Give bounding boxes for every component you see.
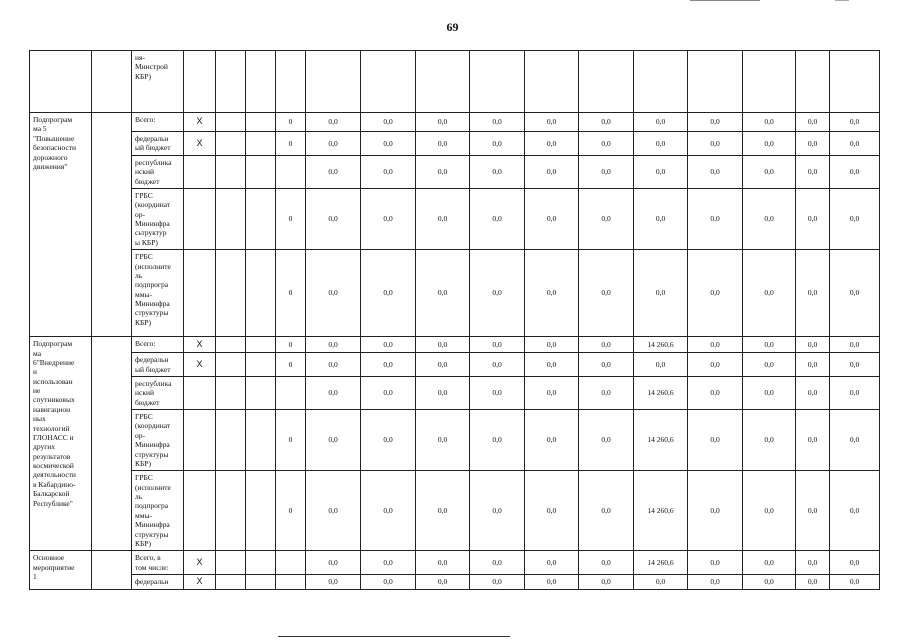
amount-cell: 0,0 xyxy=(830,250,880,337)
amount-cell: 0,0 xyxy=(579,471,634,551)
amount-cell xyxy=(361,51,416,113)
amount-cell: 0,0 xyxy=(525,250,579,337)
code-cell xyxy=(246,471,276,551)
table-row xyxy=(30,551,880,575)
amount-cell: 0,0 xyxy=(796,471,830,551)
code-cell xyxy=(276,155,306,188)
amount-cell: 0,0 xyxy=(306,376,361,409)
amount-cell: 0,0 xyxy=(470,471,525,551)
table-row xyxy=(30,337,880,353)
code-cell xyxy=(216,51,246,113)
amount-cell: 0,0 xyxy=(361,353,416,377)
amount-cell: 0,0 xyxy=(688,353,743,377)
amount-cell: 0,0 xyxy=(525,551,579,575)
amount-cell: 0,0 xyxy=(579,337,634,353)
amount-cell: 0,0 xyxy=(306,250,361,337)
amount-cell: 0,0 xyxy=(470,376,525,409)
amount-cell: 0,0 xyxy=(416,155,470,188)
code-cell xyxy=(216,575,246,590)
amount-cell: 0,0 xyxy=(470,551,525,575)
amount-cell xyxy=(416,51,470,113)
amount-cell: 0,0 xyxy=(306,132,361,156)
amount-cell: 0,0 xyxy=(796,132,830,156)
code-cell xyxy=(246,113,276,132)
amount-cell: 0,0 xyxy=(470,250,525,337)
x-mark-cell xyxy=(184,376,216,409)
amount-cell: 0,0 xyxy=(830,376,880,409)
amount-cell: 0,0 xyxy=(579,575,634,590)
amount-cell: 0,0 xyxy=(525,575,579,590)
code-cell xyxy=(246,337,276,353)
code-cell xyxy=(216,132,246,156)
amount-cell: 0,0 xyxy=(525,376,579,409)
code-cell xyxy=(246,51,276,113)
code-cell xyxy=(216,337,246,353)
amount-cell: 0,0 xyxy=(361,551,416,575)
amount-cell: 0,0 xyxy=(416,575,470,590)
amount-cell xyxy=(830,51,880,113)
code-cell xyxy=(216,113,246,132)
amount-cell: 0,0 xyxy=(361,113,416,132)
amount-cell: 14 260,6 xyxy=(634,410,688,471)
amount-cell: 0,0 xyxy=(743,353,796,377)
amount-cell: 0,0 xyxy=(796,337,830,353)
amount-cell: 0,0 xyxy=(743,250,796,337)
amount-cell: 0,0 xyxy=(830,188,880,249)
funding-source: республика нский бюджет xyxy=(132,155,184,188)
code-cell xyxy=(216,188,246,249)
amount-cell: 0,0 xyxy=(361,471,416,551)
amount-cell: 0,0 xyxy=(306,155,361,188)
amount-cell: 0,0 xyxy=(830,353,880,377)
amount-cell xyxy=(306,51,361,113)
amount-cell: 0,0 xyxy=(579,155,634,188)
code-cell: 0 xyxy=(276,113,306,132)
table-row xyxy=(30,132,880,156)
amount-cell xyxy=(634,51,688,113)
amount-cell: 0,0 xyxy=(525,188,579,249)
amount-cell: 0,0 xyxy=(688,551,743,575)
amount-cell: 0,0 xyxy=(743,410,796,471)
amount-cell xyxy=(470,51,525,113)
table-row xyxy=(30,113,880,132)
amount-cell: 0,0 xyxy=(470,410,525,471)
code-cell xyxy=(246,551,276,575)
code-cell xyxy=(276,51,306,113)
table-row xyxy=(30,410,880,471)
table-row xyxy=(30,353,880,377)
amount-cell: 0,0 xyxy=(416,132,470,156)
amount-cell: 0,0 xyxy=(579,132,634,156)
x-mark-cell: X xyxy=(184,113,216,132)
amount-cell: 14 260,6 xyxy=(634,471,688,551)
amount-cell: 0,0 xyxy=(306,471,361,551)
amount-cell: 0,0 xyxy=(416,376,470,409)
code-cell xyxy=(276,575,306,590)
amount-cell: 0,0 xyxy=(796,376,830,409)
amount-cell: 0,0 xyxy=(306,410,361,471)
amount-cell: 0,0 xyxy=(579,551,634,575)
amount-cell: 0,0 xyxy=(830,337,880,353)
funding-source: ГРБС (исполните ль подпрогра ммы- Мининфра структуры КБР) xyxy=(132,250,184,337)
amount-cell: 0,0 xyxy=(634,353,688,377)
amount-cell: 0,0 xyxy=(796,575,830,590)
amount-cell: 0,0 xyxy=(416,471,470,551)
amount-cell: 0,0 xyxy=(830,155,880,188)
amount-cell xyxy=(743,51,796,113)
code-cell xyxy=(276,551,306,575)
code-cell xyxy=(276,376,306,409)
amount-cell: 0,0 xyxy=(525,471,579,551)
x-mark-cell: X xyxy=(184,132,216,156)
amount-cell: 0,0 xyxy=(306,551,361,575)
amount-cell: 0,0 xyxy=(688,250,743,337)
table-row xyxy=(30,376,880,409)
code-cell: 0 xyxy=(276,337,306,353)
code-cell xyxy=(216,471,246,551)
amount-cell: 0,0 xyxy=(416,410,470,471)
code-cell xyxy=(246,188,276,249)
amount-cell: 0,0 xyxy=(796,353,830,377)
code-cell: 0 xyxy=(276,471,306,551)
x-mark-cell: X xyxy=(184,337,216,353)
amount-cell: 0,0 xyxy=(743,188,796,249)
amount-cell: 0,0 xyxy=(796,155,830,188)
amount-cell: 0,0 xyxy=(634,113,688,132)
amount-cell: 0,0 xyxy=(634,132,688,156)
amount-cell: 0,0 xyxy=(525,410,579,471)
code-cell xyxy=(216,155,246,188)
amount-cell xyxy=(796,51,830,113)
amount-cell: 0,0 xyxy=(830,551,880,575)
amount-cell: 0,0 xyxy=(634,575,688,590)
x-mark-cell xyxy=(184,410,216,471)
funding-source: Всего, в том числе: xyxy=(132,551,184,575)
amount-cell: 0,0 xyxy=(688,155,743,188)
amount-cell: 0,0 xyxy=(796,188,830,249)
amount-cell: 0,0 xyxy=(470,353,525,377)
funding-source: федеральн ый бюджет xyxy=(132,353,184,377)
table-row xyxy=(30,155,880,188)
amount-cell: 14 260,6 xyxy=(634,376,688,409)
responsible-cell xyxy=(92,551,132,590)
responsible-cell xyxy=(92,337,132,551)
footer-rule xyxy=(278,636,510,637)
amount-cell: 0,0 xyxy=(361,132,416,156)
x-mark-cell xyxy=(184,188,216,249)
code-cell xyxy=(246,132,276,156)
amount-cell: 0,0 xyxy=(470,575,525,590)
budget-table xyxy=(29,50,880,590)
code-cell: 0 xyxy=(276,132,306,156)
amount-cell: 0,0 xyxy=(361,376,416,409)
code-cell xyxy=(246,410,276,471)
program-name: Основное мероприятие 1 xyxy=(30,551,92,590)
x-mark-cell xyxy=(184,250,216,337)
amount-cell: 0,0 xyxy=(688,575,743,590)
code-cell xyxy=(216,410,246,471)
x-mark-cell: X xyxy=(184,353,216,377)
amount-cell: 0,0 xyxy=(361,155,416,188)
code-cell xyxy=(216,250,246,337)
amount-cell: 0,0 xyxy=(306,353,361,377)
amount-cell: 0,0 xyxy=(830,575,880,590)
funding-source: ГРБС (координат ор- Мининфра сьтруктур ы КБР) xyxy=(132,188,184,249)
amount-cell: 0,0 xyxy=(306,188,361,249)
amount-cell: 0,0 xyxy=(579,410,634,471)
amount-cell: 0,0 xyxy=(306,113,361,132)
funding-source: Всего: xyxy=(132,337,184,353)
scan-artifact-line xyxy=(690,0,760,1)
code-cell xyxy=(246,250,276,337)
funding-source: ГРБС (исполните ль подпрогра ммы- Мининфра структуры КБР) xyxy=(132,471,184,551)
scan-artifact-line xyxy=(835,0,849,1)
code-cell xyxy=(246,353,276,377)
amount-cell: 0,0 xyxy=(416,188,470,249)
amount-cell: 0,0 xyxy=(688,410,743,471)
amount-cell: 0,0 xyxy=(634,188,688,249)
amount-cell: 14 260,6 xyxy=(634,551,688,575)
amount-cell: 0,0 xyxy=(688,376,743,409)
amount-cell: 0,0 xyxy=(470,337,525,353)
amount-cell: 0,0 xyxy=(525,155,579,188)
amount-cell: 0,0 xyxy=(416,113,470,132)
funding-source: ГРБС (координат ор- Мининфра структуры КБР) xyxy=(132,410,184,471)
amount-cell xyxy=(688,51,743,113)
amount-cell: 0,0 xyxy=(830,410,880,471)
funding-source: федеральн ый бюджет xyxy=(132,132,184,156)
amount-cell: 0,0 xyxy=(361,188,416,249)
x-mark-cell xyxy=(184,155,216,188)
program-name: Подпрограм ма 6"Внедрение и использован ие спутниковых навигацион ных технологий ГЛОНАСС и других результатов космической деятельности в Кабардино- Балкарской Республике" xyxy=(30,337,92,551)
table-row xyxy=(30,188,880,249)
amount-cell: 0,0 xyxy=(470,188,525,249)
amount-cell: 0,0 xyxy=(416,250,470,337)
code-cell xyxy=(246,575,276,590)
amount-cell: 0,0 xyxy=(830,132,880,156)
code-cell xyxy=(216,551,246,575)
code-cell xyxy=(246,376,276,409)
x-mark-cell xyxy=(184,51,216,113)
code-cell: 0 xyxy=(276,353,306,377)
table-row xyxy=(30,471,880,551)
amount-cell: 0,0 xyxy=(470,155,525,188)
responsible-cell xyxy=(92,51,132,113)
funding-source: республика нский бюджет xyxy=(132,376,184,409)
funding-source: Всего: xyxy=(132,113,184,132)
table-row xyxy=(30,250,880,337)
amount-cell: 0,0 xyxy=(743,132,796,156)
x-mark-cell: X xyxy=(184,575,216,590)
amount-cell: 0,0 xyxy=(470,132,525,156)
code-cell xyxy=(216,353,246,377)
amount-cell: 0,0 xyxy=(634,155,688,188)
amount-cell: 0,0 xyxy=(579,353,634,377)
amount-cell: 0,0 xyxy=(361,575,416,590)
amount-cell: 0,0 xyxy=(416,353,470,377)
code-cell xyxy=(246,155,276,188)
amount-cell: 0,0 xyxy=(579,250,634,337)
table-row xyxy=(30,575,880,590)
amount-cell: 0,0 xyxy=(416,551,470,575)
code-cell: 0 xyxy=(276,410,306,471)
funding-source: ия- Минстрой КБР) xyxy=(132,51,184,113)
amount-cell: 0,0 xyxy=(579,376,634,409)
x-mark-cell: X xyxy=(184,551,216,575)
amount-cell: 0,0 xyxy=(525,132,579,156)
page-number: 69 xyxy=(446,20,459,34)
amount-cell: 0,0 xyxy=(796,250,830,337)
amount-cell: 0,0 xyxy=(743,337,796,353)
x-mark-cell xyxy=(184,471,216,551)
code-cell: 0 xyxy=(276,250,306,337)
amount-cell: 0,0 xyxy=(743,551,796,575)
amount-cell: 0,0 xyxy=(634,250,688,337)
amount-cell: 0,0 xyxy=(796,113,830,132)
amount-cell: 0,0 xyxy=(830,113,880,132)
amount-cell: 0,0 xyxy=(306,337,361,353)
amount-cell: 0,0 xyxy=(688,113,743,132)
code-cell xyxy=(216,376,246,409)
amount-cell: 0,0 xyxy=(416,337,470,353)
program-name: Подпрограм ма 5 "Повышение безопасности дорожного движения" xyxy=(30,113,92,337)
amount-cell: 0,0 xyxy=(525,337,579,353)
amount-cell: 0,0 xyxy=(743,471,796,551)
amount-cell: 0,0 xyxy=(743,376,796,409)
table-row xyxy=(30,51,880,113)
amount-cell: 0,0 xyxy=(743,575,796,590)
amount-cell: 14 260,6 xyxy=(634,337,688,353)
funding-source: федеральн xyxy=(132,575,184,590)
amount-cell: 0,0 xyxy=(470,113,525,132)
amount-cell: 0,0 xyxy=(796,410,830,471)
amount-cell: 0,0 xyxy=(525,113,579,132)
amount-cell: 0,0 xyxy=(830,471,880,551)
amount-cell: 0,0 xyxy=(306,575,361,590)
amount-cell: 0,0 xyxy=(743,155,796,188)
amount-cell: 0,0 xyxy=(743,113,796,132)
amount-cell xyxy=(525,51,579,113)
amount-cell: 0,0 xyxy=(688,337,743,353)
responsible-cell xyxy=(92,113,132,337)
amount-cell: 0,0 xyxy=(688,132,743,156)
amount-cell: 0,0 xyxy=(361,250,416,337)
prog-cell xyxy=(30,51,92,113)
amount-cell xyxy=(579,51,634,113)
amount-cell: 0,0 xyxy=(361,410,416,471)
amount-cell: 0,0 xyxy=(688,471,743,551)
amount-cell: 0,0 xyxy=(579,188,634,249)
amount-cell: 0,0 xyxy=(579,113,634,132)
code-cell: 0 xyxy=(276,188,306,249)
amount-cell: 0,0 xyxy=(525,353,579,377)
amount-cell: 0,0 xyxy=(796,551,830,575)
amount-cell: 0,0 xyxy=(361,337,416,353)
amount-cell: 0,0 xyxy=(688,188,743,249)
